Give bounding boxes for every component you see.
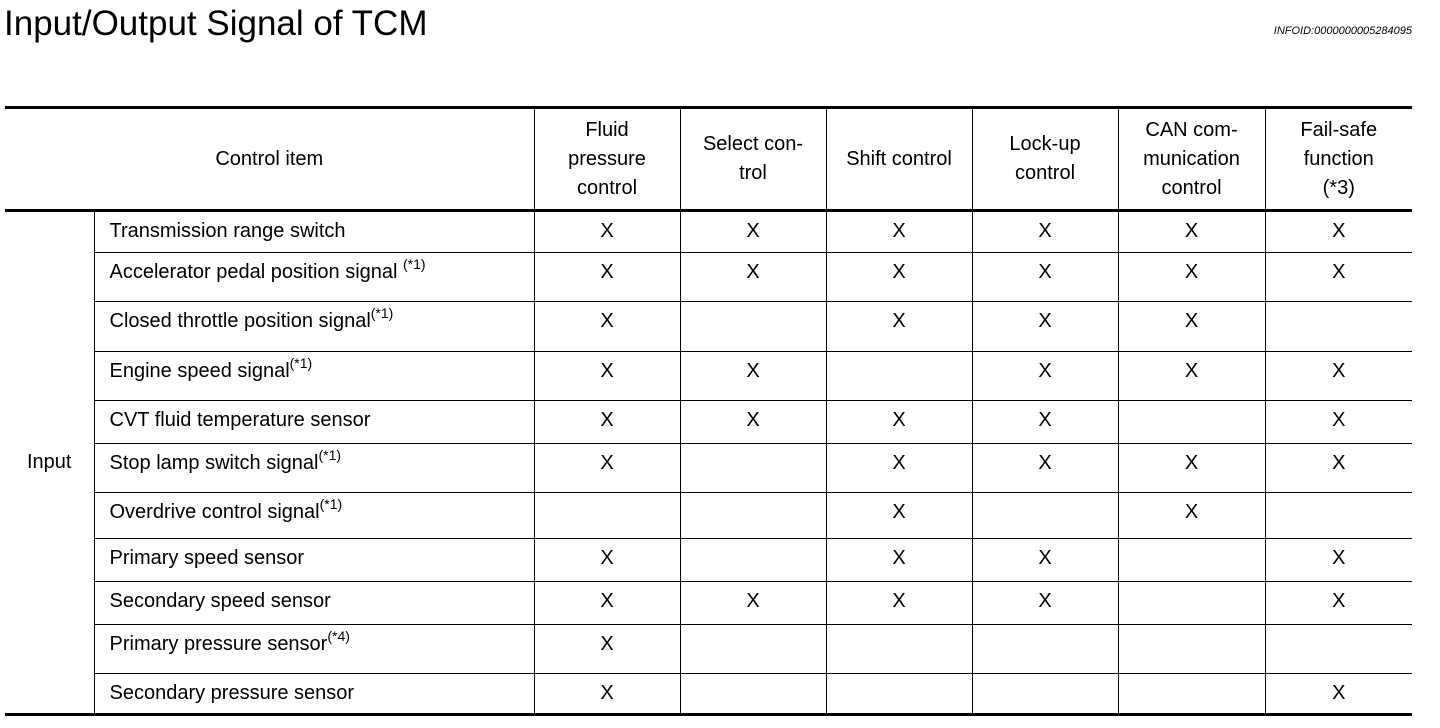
table-row bbox=[5, 302, 1412, 352]
mark-cell: X bbox=[826, 211, 972, 253]
table-row bbox=[5, 253, 1412, 302]
table-row bbox=[5, 401, 1412, 444]
mark-cell bbox=[680, 674, 826, 715]
mark-cell: X bbox=[534, 582, 680, 625]
header-line: munication bbox=[1143, 147, 1240, 170]
header-line: control bbox=[576, 176, 638, 199]
mark-cell: X bbox=[826, 539, 972, 582]
control-item-label: Stop lamp switch signal bbox=[109, 452, 319, 474]
control-item-label: Accelerator pedal position signal bbox=[109, 261, 404, 283]
control-item-label: Overdrive control signal bbox=[109, 501, 320, 523]
mark-cell: X bbox=[1265, 444, 1412, 493]
mark-cell bbox=[534, 493, 680, 539]
header-line: Shift control bbox=[846, 147, 952, 170]
mark-cell: X bbox=[826, 444, 972, 493]
header-line: Select con- bbox=[702, 133, 804, 155]
header-shift-control bbox=[826, 108, 972, 211]
header-row bbox=[5, 108, 1412, 211]
mark-cell bbox=[680, 493, 826, 539]
mark-cell bbox=[680, 539, 826, 582]
mark-cell bbox=[826, 352, 972, 401]
mark-cell: X bbox=[972, 539, 1118, 582]
mark-cell: X bbox=[972, 444, 1118, 493]
mark-cell: X bbox=[534, 302, 680, 352]
footnote-ref: (*1) bbox=[318, 447, 342, 463]
control-item-cell bbox=[94, 401, 534, 444]
mark-cell: X bbox=[534, 401, 680, 444]
header-lock-up-control bbox=[972, 108, 1118, 211]
footnote-ref: (*1) bbox=[319, 496, 343, 512]
control-item-cell bbox=[94, 582, 534, 625]
group-label-input: Input bbox=[5, 211, 94, 715]
control-item-cell bbox=[94, 444, 534, 493]
control-item-label: Secondary speed sensor bbox=[109, 590, 331, 612]
mark-cell: X bbox=[534, 253, 680, 302]
signal-table bbox=[5, 106, 1412, 716]
control-item-label: Primary speed sensor bbox=[109, 547, 305, 569]
mark-cell bbox=[680, 302, 826, 352]
table-row bbox=[5, 625, 1412, 674]
mark-cell bbox=[680, 625, 826, 674]
control-item-label: Transmission range switch bbox=[109, 220, 346, 242]
mark-cell: X bbox=[534, 211, 680, 253]
header-fail-safe-function bbox=[1265, 108, 1412, 211]
mark-cell bbox=[972, 674, 1118, 715]
mark-cell bbox=[1118, 401, 1265, 444]
mark-cell: X bbox=[972, 211, 1118, 253]
mark-cell: X bbox=[826, 493, 972, 539]
mark-cell: X bbox=[1118, 211, 1265, 253]
header-line: function bbox=[1303, 147, 1374, 170]
mark-cell: X bbox=[1118, 253, 1265, 302]
mark-cell: X bbox=[680, 401, 826, 444]
control-item-cell bbox=[94, 493, 534, 539]
mark-cell: X bbox=[1118, 493, 1265, 539]
table-row bbox=[5, 211, 1412, 253]
mark-cell: X bbox=[534, 352, 680, 401]
mark-cell: X bbox=[1265, 674, 1412, 715]
table-row bbox=[5, 352, 1412, 401]
mark-cell: X bbox=[1265, 352, 1412, 401]
mark-cell: X bbox=[680, 211, 826, 253]
table-row bbox=[5, 539, 1412, 582]
table-row bbox=[5, 444, 1412, 493]
page-title: Input/Output Signal of TCM bbox=[4, 4, 428, 43]
header-line: control bbox=[1014, 162, 1076, 184]
mark-cell: X bbox=[1118, 352, 1265, 401]
control-item-cell bbox=[94, 352, 534, 401]
control-item-cell bbox=[94, 539, 534, 582]
mark-cell: X bbox=[680, 352, 826, 401]
table-row bbox=[5, 582, 1412, 625]
header-line: control bbox=[1161, 176, 1222, 199]
header-line: CAN com- bbox=[1145, 118, 1238, 141]
header-line: Fluid bbox=[585, 118, 629, 141]
table-row bbox=[5, 674, 1412, 715]
mark-cell bbox=[1265, 493, 1412, 539]
mark-cell bbox=[972, 493, 1118, 539]
control-item-cell bbox=[94, 302, 534, 352]
mark-cell bbox=[972, 625, 1118, 674]
control-item-label: Secondary pressure sensor bbox=[109, 682, 355, 704]
mark-cell: X bbox=[534, 674, 680, 715]
footnote-ref: (*1) bbox=[289, 355, 313, 371]
info-id: INFOID:0000000005284095 bbox=[1273, 25, 1412, 37]
mark-cell: X bbox=[1265, 539, 1412, 582]
header-can-communication-control bbox=[1118, 108, 1265, 211]
control-item-cell bbox=[94, 674, 534, 715]
table-row bbox=[5, 493, 1412, 539]
header-fluid-pressure-control bbox=[534, 108, 680, 211]
header-line: trol bbox=[739, 162, 767, 184]
mark-cell: X bbox=[972, 302, 1118, 352]
control-item-label: Engine speed signal bbox=[109, 360, 290, 382]
mark-cell: X bbox=[826, 401, 972, 444]
control-item-label: Primary pressure sensor bbox=[109, 633, 328, 655]
mark-cell: X bbox=[1118, 302, 1265, 352]
mark-cell bbox=[1265, 625, 1412, 674]
mark-cell: X bbox=[534, 444, 680, 493]
mark-cell: X bbox=[1265, 401, 1412, 444]
mark-cell bbox=[1118, 625, 1265, 674]
mark-cell: X bbox=[826, 302, 972, 352]
mark-cell: X bbox=[826, 582, 972, 625]
mark-cell: X bbox=[1118, 444, 1265, 493]
mark-cell: X bbox=[972, 582, 1118, 625]
control-item-cell bbox=[94, 211, 534, 253]
mark-cell: X bbox=[534, 539, 680, 582]
mark-cell bbox=[680, 444, 826, 493]
control-item-label: CVT fluid temperature sensor bbox=[109, 409, 371, 431]
footnote-ref: (*1) bbox=[403, 256, 426, 272]
mark-cell: X bbox=[972, 253, 1118, 302]
header-control-item: Control item bbox=[5, 108, 534, 211]
mark-cell: X bbox=[680, 582, 826, 625]
mark-cell bbox=[1118, 582, 1265, 625]
mark-cell bbox=[826, 625, 972, 674]
header-select-control bbox=[680, 108, 826, 211]
mark-cell: X bbox=[1265, 211, 1412, 253]
control-item-cell bbox=[94, 253, 534, 302]
header-line: Lock-up bbox=[1009, 133, 1081, 155]
header-line: (*3) bbox=[1322, 176, 1355, 199]
mark-cell: X bbox=[826, 253, 972, 302]
mark-cell: X bbox=[534, 625, 680, 674]
footnote-ref: (*4) bbox=[327, 628, 350, 644]
mark-cell bbox=[1265, 302, 1412, 352]
header-line: Fail-safe bbox=[1300, 118, 1378, 141]
control-item-cell bbox=[94, 625, 534, 674]
mark-cell: X bbox=[972, 352, 1118, 401]
mark-cell: X bbox=[1265, 253, 1412, 302]
mark-cell bbox=[826, 674, 972, 715]
mark-cell: X bbox=[680, 253, 826, 302]
mark-cell bbox=[1118, 539, 1265, 582]
footnote-ref: (*1) bbox=[370, 305, 394, 321]
mark-cell: X bbox=[972, 401, 1118, 444]
mark-cell bbox=[1118, 674, 1265, 715]
table-body bbox=[5, 211, 1412, 715]
control-item-label: Closed throttle position signal bbox=[109, 310, 371, 332]
mark-cell: X bbox=[1265, 582, 1412, 625]
header-line: pressure bbox=[568, 147, 646, 170]
